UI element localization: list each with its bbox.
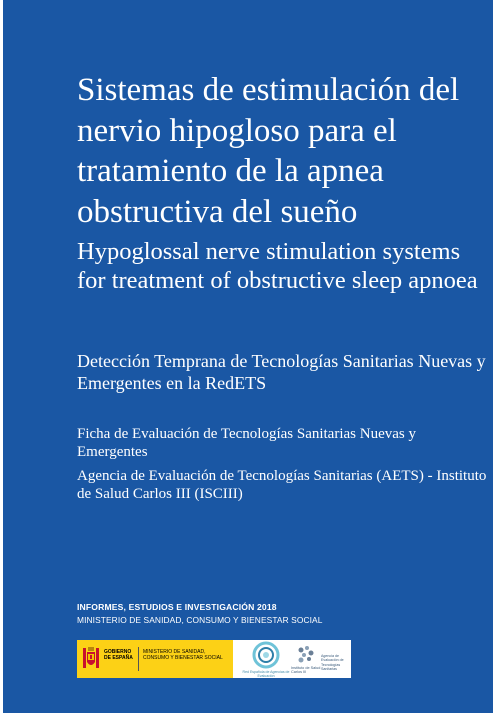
government-text: GOBIERNO DE ESPAÑA bbox=[104, 649, 133, 661]
aets-text: Agencia de Evaluación de Tecnologías Sanitarias bbox=[321, 654, 344, 671]
government-logo bbox=[77, 640, 233, 678]
title-english: Hypoglossal nerve stimulation systems for treatment of obstructive sleep apnoea bbox=[77, 238, 478, 294]
isciii-logo-icon bbox=[295, 644, 317, 666]
title-spanish: Sistemas de estimulación del nervio hipogloso para el tratamiento de la apnea obstructiva del sueño bbox=[77, 72, 460, 230]
report-cover bbox=[3, 0, 493, 713]
redets-text: Red Española de Agencias de Evaluación bbox=[242, 670, 290, 678]
isciii-text: Instituto de Salud Carlos III bbox=[291, 666, 321, 675]
series-name: Detección Temprana de Tecnologías Sanitarias Nuevas y Emergentes en la RedETS bbox=[77, 351, 486, 393]
ministry-label: MINISTERIO DE SANIDAD, CONSUMO Y BIENESTAR SOCIAL bbox=[77, 615, 323, 625]
logo-divider bbox=[138, 647, 139, 671]
ministry-logo-text: MINISTERIO DE SANIDAD, CONSUMO Y BIENESTAR SOCIAL bbox=[143, 649, 223, 661]
collection-label: INFORMES, ESTUDIOS E INVESTIGACIÓN 2018 bbox=[77, 602, 277, 612]
coat-of-arms-icon bbox=[82, 646, 100, 672]
agency-name: Agencia de Evaluación de Tecnologías Sanitarias (AETS) - Instituto de Salud Carlos III (ISCIII) bbox=[77, 468, 487, 502]
logo-bar bbox=[77, 640, 351, 678]
document-type: Ficha de Evaluación de Tecnologías Sanitarias Nuevas y Emergentes bbox=[77, 426, 416, 460]
